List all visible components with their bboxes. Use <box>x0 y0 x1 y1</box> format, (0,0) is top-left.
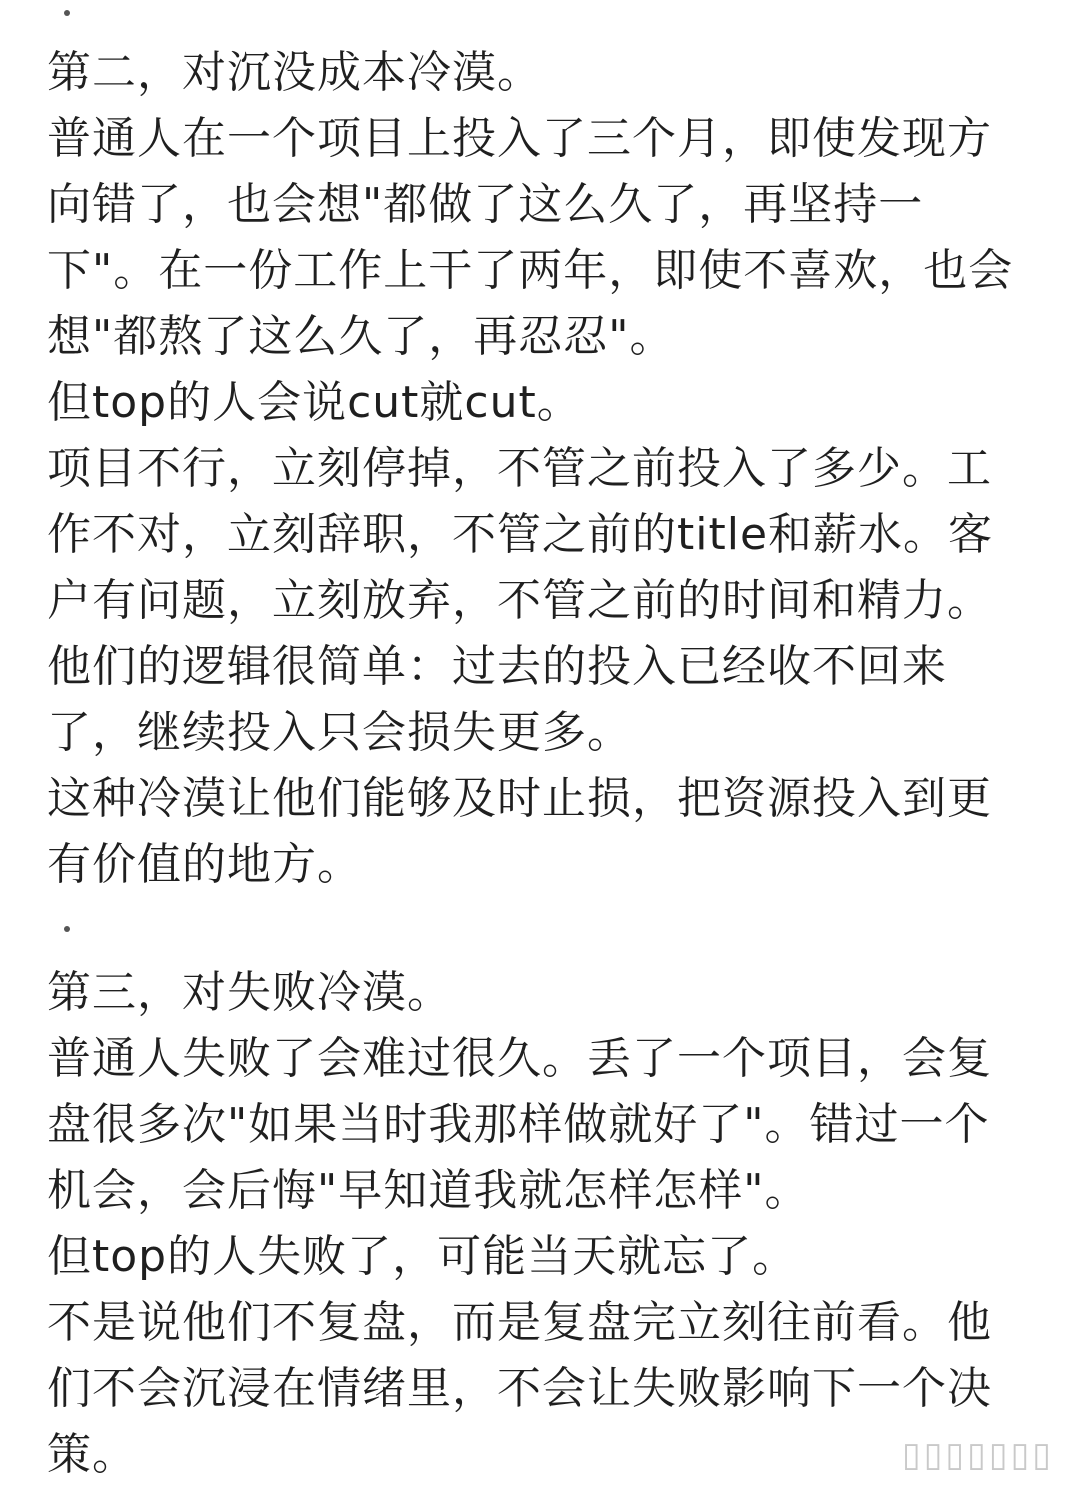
paragraph: 普通人在一个项目上投入了三个月，即使发现方向错了，也会想"都做了这么久了，再坚持一下"。在一份工作上干了两年，即使不喜欢，也会想"都熬了这么久了，再忍忍"。 <box>47 113 1014 362</box>
section-failure <box>47 960 1032 1488</box>
section-heading: 第二，对沉没成本冷漠。 <box>47 47 542 98</box>
paragraph: 但top的人失败了，可能当天就忘了。 <box>47 1231 798 1282</box>
section-sunk-cost <box>47 40 1032 898</box>
paragraph: 他们的逻辑很简单：过去的投入已经收不回来了，继续投入只会损失更多。 <box>47 641 947 758</box>
paragraph: 但top的人会说cut就cut。 <box>47 377 582 428</box>
separator-dot <box>64 926 70 932</box>
paragraph: 普通人失败了会难过很久。丢了一个项目，会复盘很多次"如果当时我那样做就好了"。错过一个机会，会后悔"早知道我就怎样怎样"。 <box>47 1033 992 1216</box>
paragraph: 这种冷漠让他们能够及时止损，把资源投入到更有价值的地方。 <box>47 773 992 890</box>
paragraph: 不是说他们不复盘，而是复盘完立刻往前看。他们不会沉浸在情绪里，不会让失败影响下一个决策。 <box>47 1297 992 1480</box>
watermark: ▯▯▯▯▯▯▯ <box>902 1435 1054 1475</box>
section-heading: 第三，对失败冷漠。 <box>47 967 452 1018</box>
paragraph: 项目不行，立刻停掉，不管之前投入了多少。工作不对，立刻辞职，不管之前的title和薪水。客户有问题，立刻放弃，不管之前的时间和精力。 <box>47 443 994 626</box>
separator-dot <box>64 10 70 16</box>
